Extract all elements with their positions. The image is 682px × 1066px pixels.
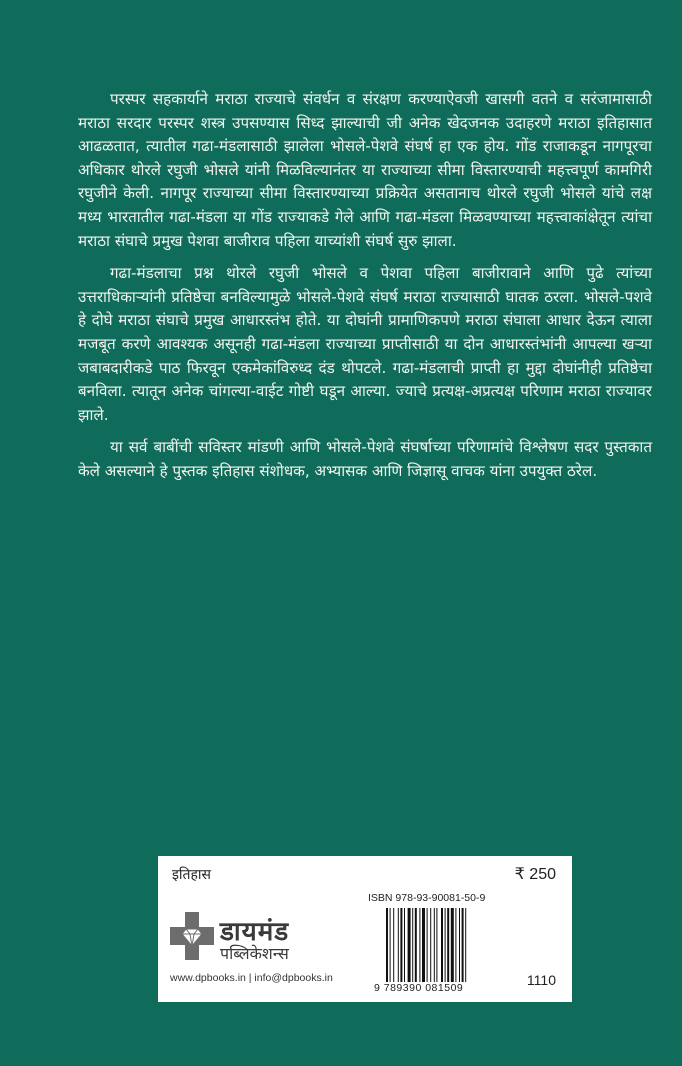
- blurb-paragraph-3: या सर्व बाबींची सविस्तर मांडणी आणि भोसले-पेशवे संघर्षाच्या परिणामांचे विश्लेषण सदर पुस्तकात केले असल्याने हे पुस्तक इतिहास संशोधक, अभ्यासक आणि जिज्ञासू वाचक यांना उपयुक्त ठरेल.: [78, 438, 652, 480]
- price-label: ₹ 250: [514, 866, 556, 883]
- blurb-paragraph-2: गढा-मंडलाचा प्रश्न थोरले रघुजी भोसले व पेशवा पहिला बाजीरावाने आणि पुढे त्यांच्या उत्तराधिकाऱ्यांनी प्रतिष्ठेचा बनविल्यामुळे भोसले-पेशवे संघर्ष मराठा राज्यासाठी घातक ठरला. भोसले-पशवे हे दोघे मराठा संघाचे प्रमुख आधारस्तंभ होते. या दोघांनी प्रामाणिकपणे मराठा संघाला आधार देऊन त्याला मजबूत करणे आवश्यक असूनही गढा-मंडला राज्याच्या प्राप्तीसाठी या दोन आधारस्तंभांनी आपल्या खऱ्या जबाबदारीकडे पाठ फिरवून एकमेकांविरुध्द दंड थोपटले. गढा-मंडलाची प्राप्ती हा मुद्दा दोघांनीही प्रतिष्ठेचा बनविला. त्यातून अनेक चांगल्या-वाईट गोष्टी घडून आल्या. ज्याचे प्रत्यक्ष-अप्रत्यक्ष परिणाम मराठा राज्यावर झाले.: [78, 264, 652, 424]
- book-code: 1110: [526, 972, 556, 988]
- publisher-info-panel: [158, 856, 572, 1002]
- back-cover-blurb: [78, 88, 652, 493]
- publisher-name: डायमंड: [220, 916, 290, 946]
- isbn-label: ISBN 978-93-90081-50-9: [368, 892, 486, 904]
- publisher-logo: [170, 912, 352, 964]
- barcode-number: 9 789390 081509: [374, 982, 464, 994]
- isbn-barcode: [386, 908, 498, 982]
- genre-label: इतिहास: [172, 866, 212, 882]
- blurb-paragraph-1: परस्पर सहकार्याने मराठा राज्याचे संवर्धन व संरक्षण करण्याऐवजी खासगी वतने व सरंजामासाठी मराठा सरदार परस्पर शस्त्र उपसण्यास सिध्द झाल्याची जी अनेक खेदजनक उदाहरणे मराठा इतिहासात आढळतात, त्यातील गढा-मंडलासाठी झालेला भोसले-पेशवे संघर्ष हा एक होय. गोंड राजाकडून नागपूरचा अधिकार थोरले रघुजी भोसले यांनी मिळविल्यानंतर या राज्याच्या सीमा विस्तारण्याची महत्त्वपूर्ण कामगिरी रघुजीने केली. नागपूर राज्याच्या सीमा विस्तारण्याच्या प्रक्रियेत असतानाच थोरले रघुजी भोसले यांचे लक्ष मध्य भारतातील गढा-मंडला या गोंड राज्याकडे गेले आणि गढा-मंडला मिळवण्याच्या महत्त्वाकांक्षेतून त्यांचा मराठा संघाचे प्रमुख पेशवा बाजीराव पहिला याच्यांशी संघर्ष सुरु झाला.: [78, 90, 652, 250]
- publisher-contact: www.dpbooks.in | info@dpbooks.in: [170, 972, 333, 984]
- publisher-subtitle: पब्लिकेशन्स: [220, 946, 289, 963]
- diamond-icon: [170, 912, 214, 960]
